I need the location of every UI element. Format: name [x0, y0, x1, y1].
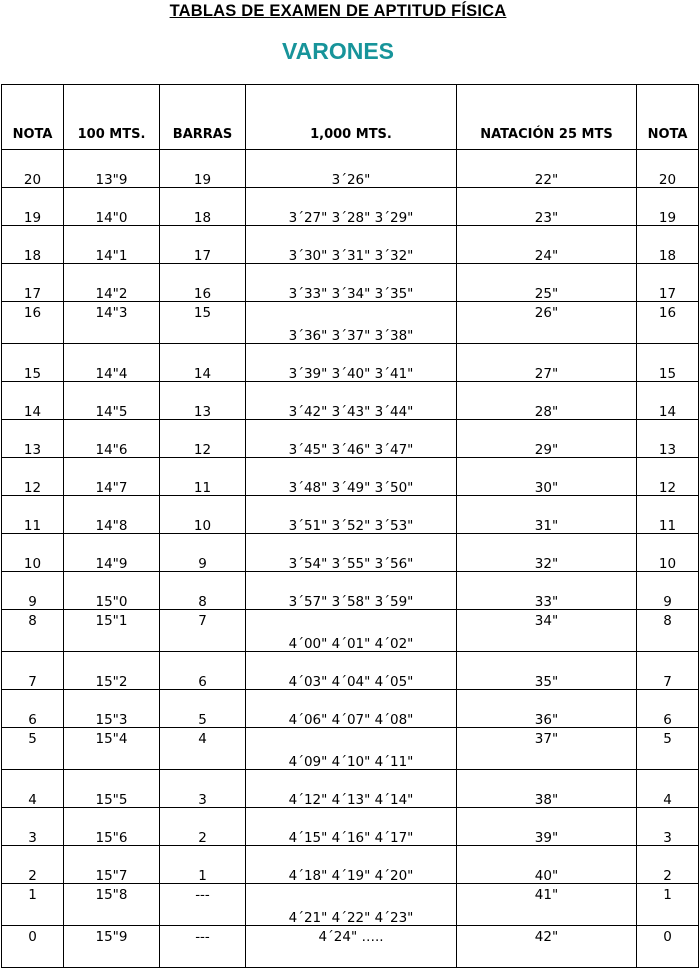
cell-1000m: 4´15" 4´16" 4´17"	[246, 808, 457, 846]
header-1000m: 1,000 MTS.	[246, 85, 457, 150]
cell-natacion: 26"	[457, 302, 637, 344]
table-row	[2, 884, 699, 926]
cell-barras: 14	[160, 344, 246, 382]
cell-nota-left: 3	[2, 808, 64, 846]
cell-nota-left: 8	[2, 610, 64, 652]
header-nota-left: NOTA	[2, 85, 64, 150]
cell-natacion: 42"	[457, 926, 637, 968]
cell-nota-right: 20	[637, 150, 699, 188]
cell-100m: 15"4	[64, 728, 160, 770]
cell-nota-left: 16	[2, 302, 64, 344]
cell-nota-left: 1	[2, 884, 64, 926]
cell-nota-right: 1	[637, 884, 699, 926]
cell-100m: 15"3	[64, 690, 160, 728]
cell-100m: 15"7	[64, 846, 160, 884]
cell-natacion: 25"	[457, 264, 637, 302]
cell-barras: 13	[160, 382, 246, 420]
cell-barras: 1	[160, 846, 246, 884]
cell-nota-left: 12	[2, 458, 64, 496]
cell-barras: 4	[160, 728, 246, 770]
cell-natacion: 28"	[457, 382, 637, 420]
cell-1000m: 4´18" 4´19" 4´20"	[246, 846, 457, 884]
cell-barras: 10	[160, 496, 246, 534]
cell-nota-right: 14	[637, 382, 699, 420]
page-title: TABLAS DE EXAMEN DE APTITUD FÍSICA	[169, 2, 507, 20]
cell-natacion: 37"	[457, 728, 637, 770]
table-row	[2, 344, 699, 382]
cell-100m: 13"9	[64, 150, 160, 188]
cell-nota-right: 15	[637, 344, 699, 382]
cell-nota-right: 19	[637, 188, 699, 226]
cell-100m: 15"5	[64, 770, 160, 808]
cell-natacion: 32"	[457, 534, 637, 572]
cell-100m: 14"1	[64, 226, 160, 264]
cell-natacion: 38"	[457, 770, 637, 808]
cell-nota-left: 4	[2, 770, 64, 808]
cell-1000m: 4´12" 4´13" 4´14"	[246, 770, 457, 808]
cell-natacion: 27"	[457, 344, 637, 382]
cell-barras: ---	[160, 884, 246, 926]
cell-1000m: 3´26"	[246, 150, 457, 188]
header-natacion: NATACIÓN 25 MTS	[457, 85, 637, 150]
cell-nota-right: 3	[637, 808, 699, 846]
cell-barras: 6	[160, 652, 246, 690]
cell-1000m: 3´30" 3´31" 3´32"	[246, 226, 457, 264]
cell-nota-right: 10	[637, 534, 699, 572]
cell-natacion: 31"	[457, 496, 637, 534]
cell-100m: 14"9	[64, 534, 160, 572]
header-nota-right: NOTA	[637, 85, 699, 150]
cell-1000m: 3´45" 3´46" 3´47"	[246, 420, 457, 458]
cell-100m: 15"6	[64, 808, 160, 846]
cell-1000m: 3´36" 3´37" 3´38"	[246, 302, 457, 344]
cell-nota-left: 14	[2, 382, 64, 420]
table-row	[2, 572, 699, 610]
cell-1000m: 3´42" 3´43" 3´44"	[246, 382, 457, 420]
table-row	[2, 420, 699, 458]
cell-nota-right: 18	[637, 226, 699, 264]
table-row	[2, 534, 699, 572]
cell-100m: 14"4	[64, 344, 160, 382]
cell-barras: 18	[160, 188, 246, 226]
table-row	[2, 188, 699, 226]
cell-natacion: 33"	[457, 572, 637, 610]
cell-barras: 16	[160, 264, 246, 302]
table-row	[2, 610, 699, 652]
cell-nota-right: 8	[637, 610, 699, 652]
cell-nota-left: 5	[2, 728, 64, 770]
cell-barras: 15	[160, 302, 246, 344]
cell-natacion: 36"	[457, 690, 637, 728]
cell-barras: 3	[160, 770, 246, 808]
cell-nota-right: 17	[637, 264, 699, 302]
cell-100m: 14"5	[64, 382, 160, 420]
cell-nota-right: 6	[637, 690, 699, 728]
cell-1000m: 4´24" …..	[246, 926, 457, 968]
cell-nota-right: 7	[637, 652, 699, 690]
table-row	[2, 496, 699, 534]
table-row	[2, 302, 699, 344]
cell-natacion: 24"	[457, 226, 637, 264]
cell-100m: 14"8	[64, 496, 160, 534]
cell-100m: 15"9	[64, 926, 160, 968]
cell-nota-left: 7	[2, 652, 64, 690]
cell-1000m: 4´03" 4´04" 4´05"	[246, 652, 457, 690]
table-body	[2, 150, 699, 968]
cell-barras: 2	[160, 808, 246, 846]
table-row	[2, 652, 699, 690]
cell-nota-right: 2	[637, 846, 699, 884]
cell-nota-left: 10	[2, 534, 64, 572]
table-row	[2, 770, 699, 808]
cell-natacion: 34"	[457, 610, 637, 652]
cell-1000m: 3´33" 3´34" 3´35"	[246, 264, 457, 302]
cell-natacion: 41"	[457, 884, 637, 926]
cell-barras: 19	[160, 150, 246, 188]
cell-100m: 15"2	[64, 652, 160, 690]
table-row	[2, 690, 699, 728]
cell-nota-left: 13	[2, 420, 64, 458]
cell-barras: ---	[160, 926, 246, 968]
cell-nota-right: 13	[637, 420, 699, 458]
page-subtitle: VARONES	[281, 38, 395, 64]
cell-nota-left: 0	[2, 926, 64, 968]
cell-barras: 5	[160, 690, 246, 728]
cell-100m: 14"2	[64, 264, 160, 302]
cell-nota-right: 16	[637, 302, 699, 344]
cell-barras: 11	[160, 458, 246, 496]
cell-100m: 14"3	[64, 302, 160, 344]
cell-natacion: 40"	[457, 846, 637, 884]
cell-nota-right: 9	[637, 572, 699, 610]
cell-nota-right: 5	[637, 728, 699, 770]
cell-1000m: 4´21" 4´22" 4´23"	[246, 884, 457, 926]
cell-1000m: 3´27" 3´28" 3´29"	[246, 188, 457, 226]
cell-100m: 15"0	[64, 572, 160, 610]
cell-barras: 7	[160, 610, 246, 652]
cell-nota-left: 20	[2, 150, 64, 188]
cell-nota-left: 2	[2, 846, 64, 884]
table-row	[2, 808, 699, 846]
cell-natacion: 30"	[457, 458, 637, 496]
cell-1000m: 3´54" 3´55" 3´56"	[246, 534, 457, 572]
cell-natacion: 35"	[457, 652, 637, 690]
cell-nota-left: 6	[2, 690, 64, 728]
cell-nota-left: 17	[2, 264, 64, 302]
cell-barras: 8	[160, 572, 246, 610]
cell-barras: 9	[160, 534, 246, 572]
table-row	[2, 926, 699, 968]
cell-nota-left: 18	[2, 226, 64, 264]
fitness-table	[1, 84, 699, 968]
cell-100m: 14"7	[64, 458, 160, 496]
table-row	[2, 458, 699, 496]
cell-100m: 14"0	[64, 188, 160, 226]
cell-natacion: 39"	[457, 808, 637, 846]
cell-100m: 14"6	[64, 420, 160, 458]
cell-1000m: 3´51" 3´52" 3´53"	[246, 496, 457, 534]
cell-barras: 12	[160, 420, 246, 458]
cell-1000m: 3´39" 3´40" 3´41"	[246, 344, 457, 382]
cell-natacion: 23"	[457, 188, 637, 226]
table-row	[2, 150, 699, 188]
cell-barras: 17	[160, 226, 246, 264]
cell-nota-right: 4	[637, 770, 699, 808]
cell-nota-left: 15	[2, 344, 64, 382]
header-row	[2, 85, 699, 150]
table-row	[2, 264, 699, 302]
cell-1000m: 4´00" 4´01" 4´02"	[246, 610, 457, 652]
table-row	[2, 728, 699, 770]
cell-nota-left: 11	[2, 496, 64, 534]
cell-100m: 15"8	[64, 884, 160, 926]
header-barras: BARRAS	[160, 85, 246, 150]
cell-nota-right: 0	[637, 926, 699, 968]
table-row	[2, 382, 699, 420]
cell-nota-left: 19	[2, 188, 64, 226]
cell-1000m: 3´48" 3´49" 3´50"	[246, 458, 457, 496]
cell-1000m: 3´57" 3´58" 3´59"	[246, 572, 457, 610]
table-row	[2, 226, 699, 264]
cell-1000m: 4´09" 4´10" 4´11"	[246, 728, 457, 770]
cell-natacion: 22"	[457, 150, 637, 188]
cell-nota-left: 9	[2, 572, 64, 610]
table-row	[2, 846, 699, 884]
cell-nota-right: 11	[637, 496, 699, 534]
cell-nota-right: 12	[637, 458, 699, 496]
cell-1000m: 4´06" 4´07" 4´08"	[246, 690, 457, 728]
cell-100m: 15"1	[64, 610, 160, 652]
header-100m: 100 MTS.	[64, 85, 160, 150]
cell-natacion: 29"	[457, 420, 637, 458]
